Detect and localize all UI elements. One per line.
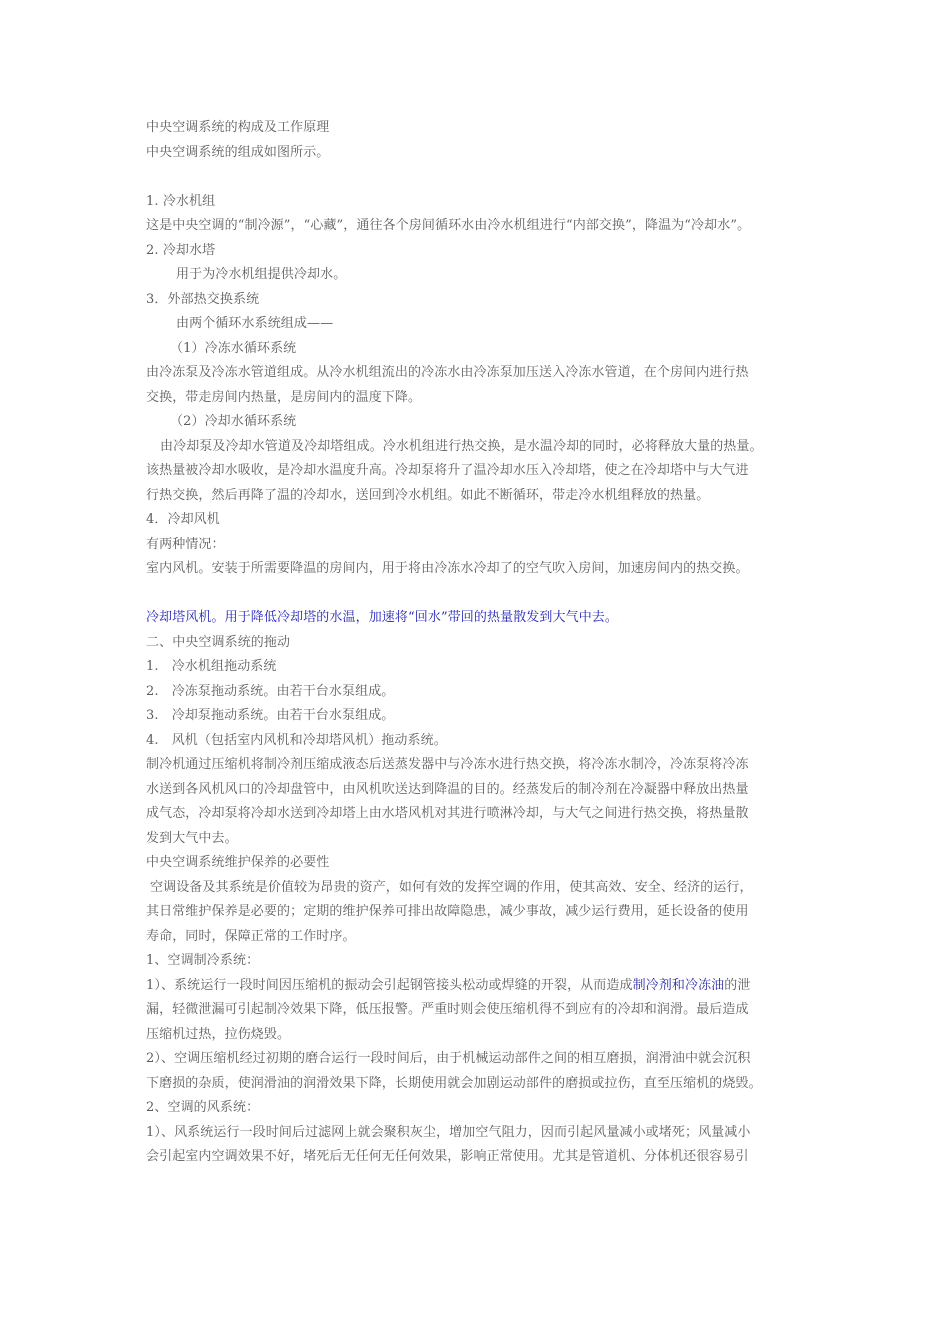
refrigeration-item-1-line-3: 压缩机过热，拉伤烧毁。 [146, 1026, 291, 1042]
subsection-2-line-1: 由冷却泵及冷却水管道及冷却塔组成。冷水机组进行热交换，是水温冷却的同时，必将释放大量的热量。 [160, 438, 763, 454]
drive-item-2: 2. 冷冻泵拖动系统。由若干台水泵组成。 [146, 683, 395, 699]
refrigeration-item-1-line-1 [146, 974, 810, 999]
wind-item-1-line-2: 会引起室内空调效果不好，堵死后无任何无任何效果，影响正常使用。尤其是管道机、分体机还很容易引 [146, 1149, 749, 1164]
subsection-1-line-2: 交换，带走房间内热量，是房间内的温度下降。 [146, 389, 422, 405]
spacer [146, 165, 810, 190]
section-3-intro: 由两个循环水系统组成—— [176, 316, 334, 331]
maintenance-line-3: 寿命，同时，保障正常的工作时序。 [146, 928, 356, 944]
part-2-heading: 二、中央空调系统的拖动 [146, 634, 291, 650]
wind-system-heading: 2、空调的风系统： [146, 1100, 260, 1115]
drive-item-3: 3. 冷却泵拖动系统。由若干台水泵组成。 [146, 708, 395, 723]
subsection-2-line-2: 该热量被冷却水吸收，是冷却水温度升高。冷却泵将升了温冷却水压入冷却塔，使之在冷却塔中与大气进 [146, 463, 749, 478]
drive-item-1: 1. 冷水机组拖动系统 [146, 659, 277, 674]
section-3-heading: 3．外部热交换系统 [146, 291, 260, 307]
refrigeration-item-2-line-1: 2）、空调压缩机经过初期的磨合运行一段时间后，由于机械运动部件之间的相互磨损，润滑油中就会沉积 [146, 1051, 751, 1066]
drive-para-line-2: 水送到各风机风口的冷却盘管中，由风机吹送达到降温的目的。经蒸发后的制冷剂在冷凝器中释放出热量 [146, 781, 749, 797]
maintenance-line-1: 空调设备及其系统是价值较为昂贵的资产，如何有效的发挥空调的作用，使其高效、安全、经济的运行， [150, 879, 753, 895]
subsection-1-heading: （1）冷冻水循环系统 [170, 340, 297, 356]
section-1-heading: 1. 冷水机组 [146, 193, 216, 209]
refrigeration-heading: 1、空调制冷系统： [146, 953, 260, 968]
drive-para-line-3: 成气态，冷却泵将冷却水送到冷却塔上由水塔风机对其进行喷淋冷却，与大气之间进行热交换，将热量散 [146, 806, 749, 821]
section-2-body: 用于为冷水机组提供冷却水。 [176, 267, 347, 282]
doc-title: 中央空调系统的构成及工作原理 [146, 120, 330, 135]
maintenance-line-2: 其日常维护保养是必要的；定期的维护保养可排出故障隐患，减少事故，减少运行费用，延长设备的使用 [146, 904, 749, 919]
maintenance-heading: 中央空调系统维护保养的必要性 [146, 855, 330, 870]
refrigeration-item-1-post: 的泄 [724, 977, 751, 993]
drive-item-4: 4. 风机（包括室内风机和冷却塔风机）拖动系统。 [146, 732, 447, 748]
section-1-body: 这是中央空调的“制冷源”，“心藏”，通往各个房间循环水由冷水机组进行“内部交换”，降温为“冷却水”。 [146, 218, 751, 233]
refrigerant-oil-link[interactable]: 制冷剂和冷冻油 [632, 977, 725, 993]
section-4-heading: 4．冷却风机 [146, 512, 220, 527]
section-4-intro: 有两种情况： [146, 536, 225, 552]
indoor-fan-text: 室内风机。安装于所需要降温的房间内，用于将由冷冻水冷却了的空气吹入房间，加速房间内的热交换。 [146, 561, 749, 576]
section-2-heading: 2. 冷却水塔 [146, 242, 216, 258]
refrigeration-item-2-line-2: 下磨损的杂质，使润滑油的润滑效果下降，长期使用就会加剧运动部件的磨损或拉伤，直至压缩机的烧毁。 [146, 1075, 762, 1091]
wind-item-1-line-1: 1）、风系统运行一段时间后过滤网上就会聚积灰尘，增加空气阻力，因而引起风量减小或堵死；风量减小 [146, 1124, 751, 1140]
drive-para-line-4: 发到大气中去。 [146, 830, 238, 846]
subsection-1-line-1: 由冷冻泵及冷冻水管道组成。从冷水机组流出的冷冻水由冷冻泵加压送入冷冻水管道，在个房间内进行热 [146, 365, 749, 380]
tower-fan-text: 冷却塔风机。用于降低冷却塔的水温，加速将“回水”带回的热量散发到大气中去。 [146, 610, 618, 625]
refrigeration-item-1-line-2: 漏，轻微泄漏可引起制冷效果下降，低压报警。严重时则会使压缩机得不到应有的冷却和润滑。最后造成 [146, 1002, 749, 1017]
doc-subtitle: 中央空调系统的组成如图所示。 [146, 144, 330, 160]
document-page [146, 116, 810, 1170]
subsection-2-heading: （2）冷却水循环系统 [170, 414, 297, 429]
refrigeration-item-1-pre: 1）、系统运行一段时间因压缩机的振动会引起钢管接头松动或焊缝的开裂，从而造成 [146, 977, 633, 993]
drive-para-line-1: 制冷机通过压缩机将制冷剂压缩成液态后送蒸发器中与冷冻水进行热交换，将冷冻水制冷，冷冻泵将冷冻 [146, 757, 749, 772]
subsection-2-line-3: 行热交换，然后再降了温的冷却水，送回到冷水机组。如此不断循环，带走冷水机组释放的热量。 [146, 487, 710, 503]
spacer [146, 582, 810, 607]
